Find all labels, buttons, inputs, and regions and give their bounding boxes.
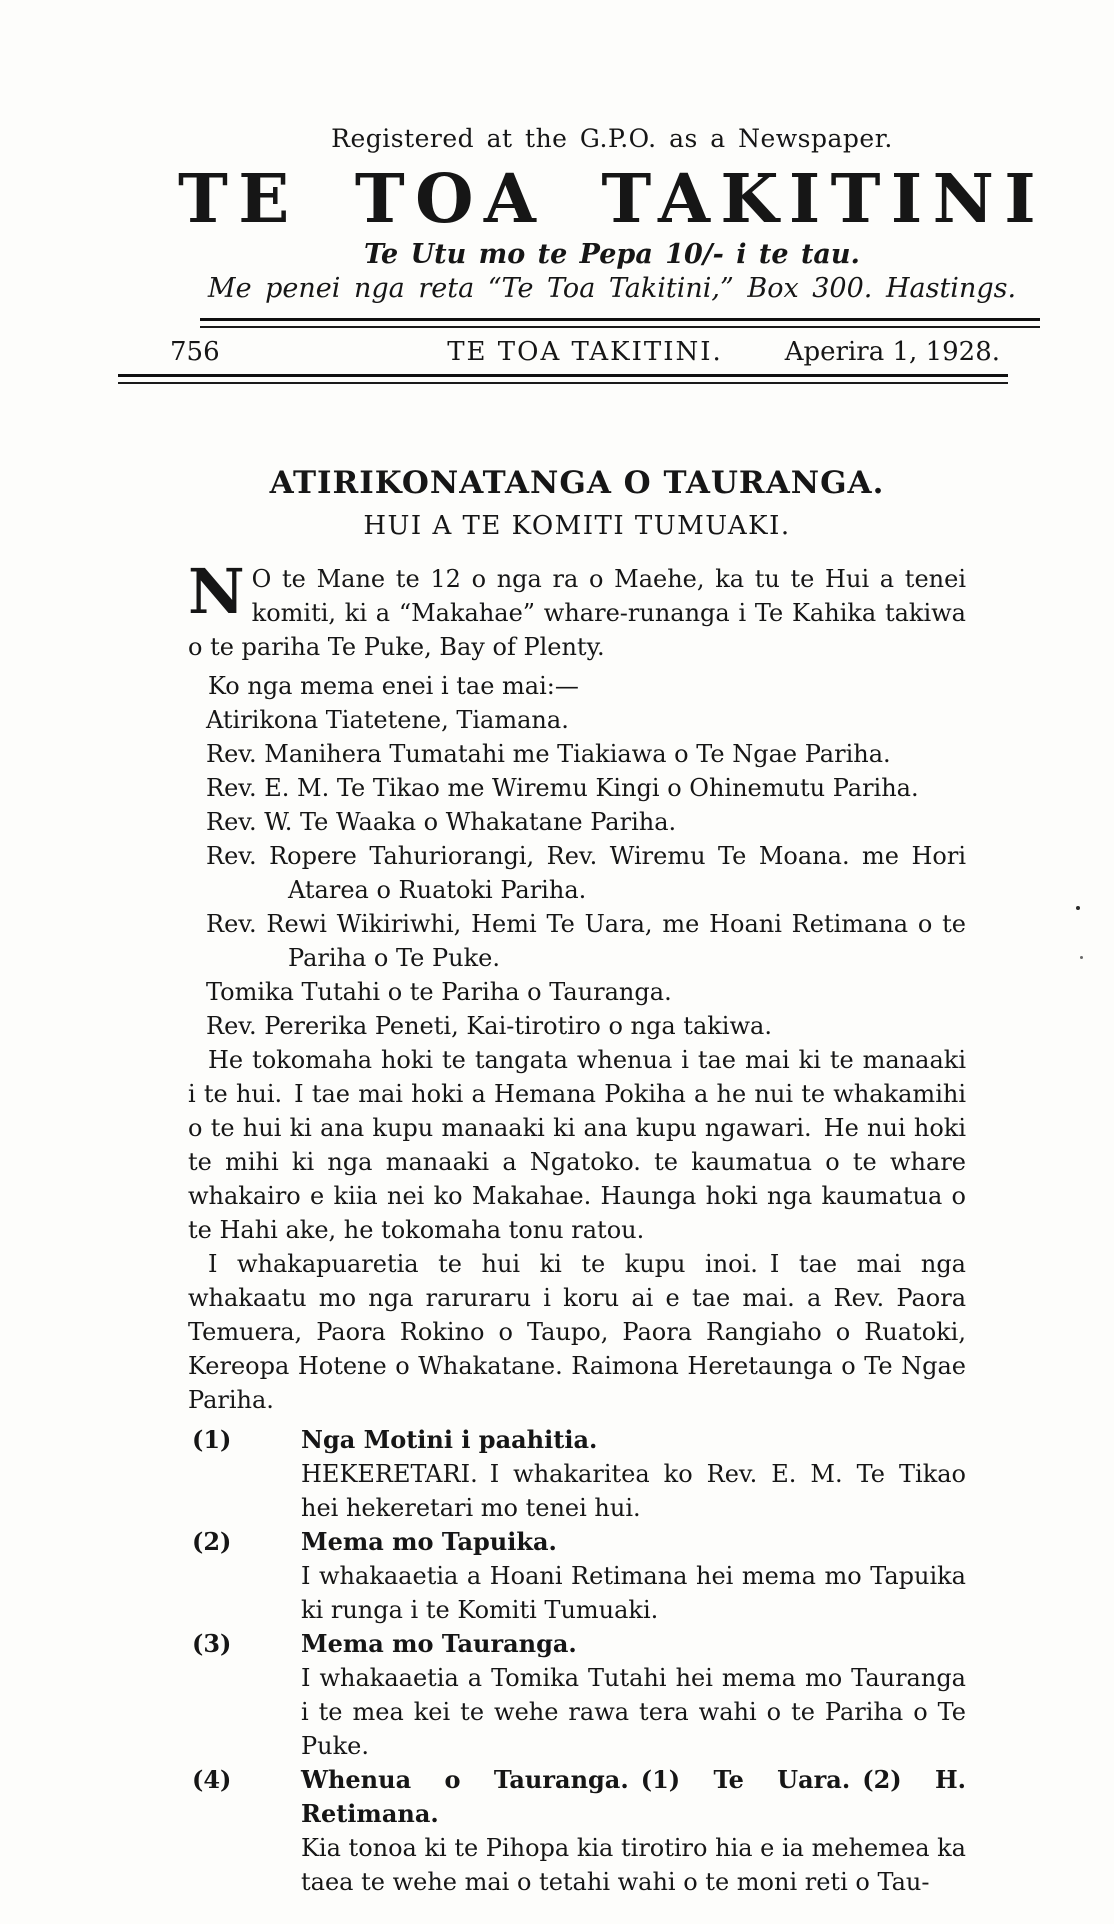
bottom-double-rule	[118, 374, 1008, 384]
attendees-intro: Ko nga mema enei i tae mai:—	[208, 672, 579, 700]
body-paragraph: He tokomaha hoki te tangata whenua i tae mai ki te manaaki i te hui. I tae mai hoki a Hemana Pokiha a he nui te whakamihi o te hui ki ana kupu manaaki ki ana kupu ngawari. He nui hoki te mihi ki nga manaaki a Ngatoko. te kaumatua o te whare whakairo e kiia nei ko Makahae. Haunga hoki nga kaumatua o te Hahi ake, he tokomaha tonu ratou.	[188, 1046, 966, 1244]
motion-number: (4)	[192, 1765, 232, 1794]
scan-speck	[1076, 906, 1080, 910]
motion-title: Mema mo Tapuika.	[301, 1527, 557, 1556]
list-item: Rev. Rewi Wikiriwhi, Hemi Te Uara, me Hoani Retimana o te Pariha o Te Puke.	[206, 910, 966, 972]
list-item: Tomika Tutahi o te Pariha o Tauranga.	[206, 978, 672, 1006]
motion-number: (1)	[192, 1425, 232, 1454]
newspaper-title: TE TOA TAKITINI	[178, 159, 1046, 238]
motion-title: Mema mo Tauranga.	[301, 1629, 577, 1658]
list-item: Rev. W. Te Waaka o Whakatane Pariha.	[206, 808, 677, 836]
body-paragraph: I whakapuaretia te hui ki te kupu inoi. I tae mai nga whakaatu mo nga raruraru i koru ai e tae mai. a Rev. Paora Temuera, Paora Rokino o Taupo, Paora Rangiaho o Ruatoki, Kereopa Hotene o Whakatane. Raimona Heretaunga o Te Ngae Pariha.	[188, 1250, 966, 1414]
article-heading: ATIRIKONATANGA O TAURANGA.	[269, 465, 885, 501]
article-body	[188, 555, 966, 1899]
article-subheading: HUI A TE KOMITI TUMUAKI.	[363, 511, 791, 541]
motion-body: HEKERETARI. I whakaritea ko Rev. E. M. Te Tikao hei hekeretari mo tenei hui.	[301, 1460, 966, 1522]
motion-item	[188, 1423, 966, 1525]
motion-body: Kia tonoa ki te Pihopa kia tirotiro hia e ia mehemea ka taea te wehe mai o tetahi wahi o te moni reti o Tau-	[301, 1834, 966, 1896]
address-line: Me penei nga reta “Te Toa Takitini,” Box 300. Hastings.	[207, 273, 1017, 304]
opening-paragraph-text: O te Mane te 12 o nga ra o Maehe, ka tu te Hui a tenei komiti, ki a “Makahae” whare-runanga i Te Kahika takiwa o te pariha Te Puke, Bay of Plenty.	[188, 565, 966, 661]
list-item: Rev. E. M. Te Tikao me Wiremu Kingi o Ohinemutu Pariha.	[206, 774, 919, 802]
motion-item	[188, 1627, 966, 1763]
list-item: Rev. Pererika Peneti, Kai-tirotiro o nga takiwa.	[206, 1012, 772, 1040]
page-number: 756	[170, 337, 220, 367]
motions-list	[188, 1423, 966, 1899]
scan-speck	[1080, 956, 1083, 959]
motion-number: (3)	[192, 1629, 232, 1658]
motion-item	[188, 1525, 966, 1627]
list-item: Rev. Ropere Tahuriorangi, Rev. Wiremu Te Moana. me Hori Atarea o Ruatoki Pariha.	[206, 842, 966, 904]
masthead-header	[55, 0, 1114, 306]
motion-title: Whenua o Tauranga. (1) Te Uara. (2) H. Retimana.	[301, 1765, 966, 1828]
motion-body: I whakaaetia a Hoani Retimana hei mema mo Tapuika ki runga i te Komiti Tumuaki.	[301, 1562, 966, 1624]
folio-row	[170, 335, 1000, 369]
top-double-rule	[200, 318, 1040, 328]
motion-number: (2)	[192, 1527, 232, 1556]
attendees-list	[188, 703, 966, 1043]
issue-date: Aperira 1, 1928.	[784, 337, 1000, 367]
article	[188, 464, 966, 1899]
opening-paragraph	[188, 555, 966, 664]
list-item: Rev. Manihera Tumatahi me Tiakiawa o Te Ngae Pariha.	[206, 740, 891, 768]
price-line: Te Utu mo te Pepa 10/- i te tau.	[364, 239, 860, 270]
motion-title: Nga Motini i paahitia.	[301, 1425, 598, 1454]
motion-item	[188, 1763, 966, 1899]
list-item: Atirikona Tiatetene, Tiamana.	[206, 706, 569, 734]
motion-body: I whakaaetia a Tomika Tutahi hei mema mo Tauranga i te mea kei te wehe rawa tera wahi o te Pariha o Te Puke.	[301, 1664, 966, 1760]
registration-line: Registered at the G.P.O. as a Newspaper.	[331, 124, 893, 153]
drop-cap: N	[188, 555, 245, 628]
running-title: TE TOA TAKITINI.	[447, 337, 723, 367]
